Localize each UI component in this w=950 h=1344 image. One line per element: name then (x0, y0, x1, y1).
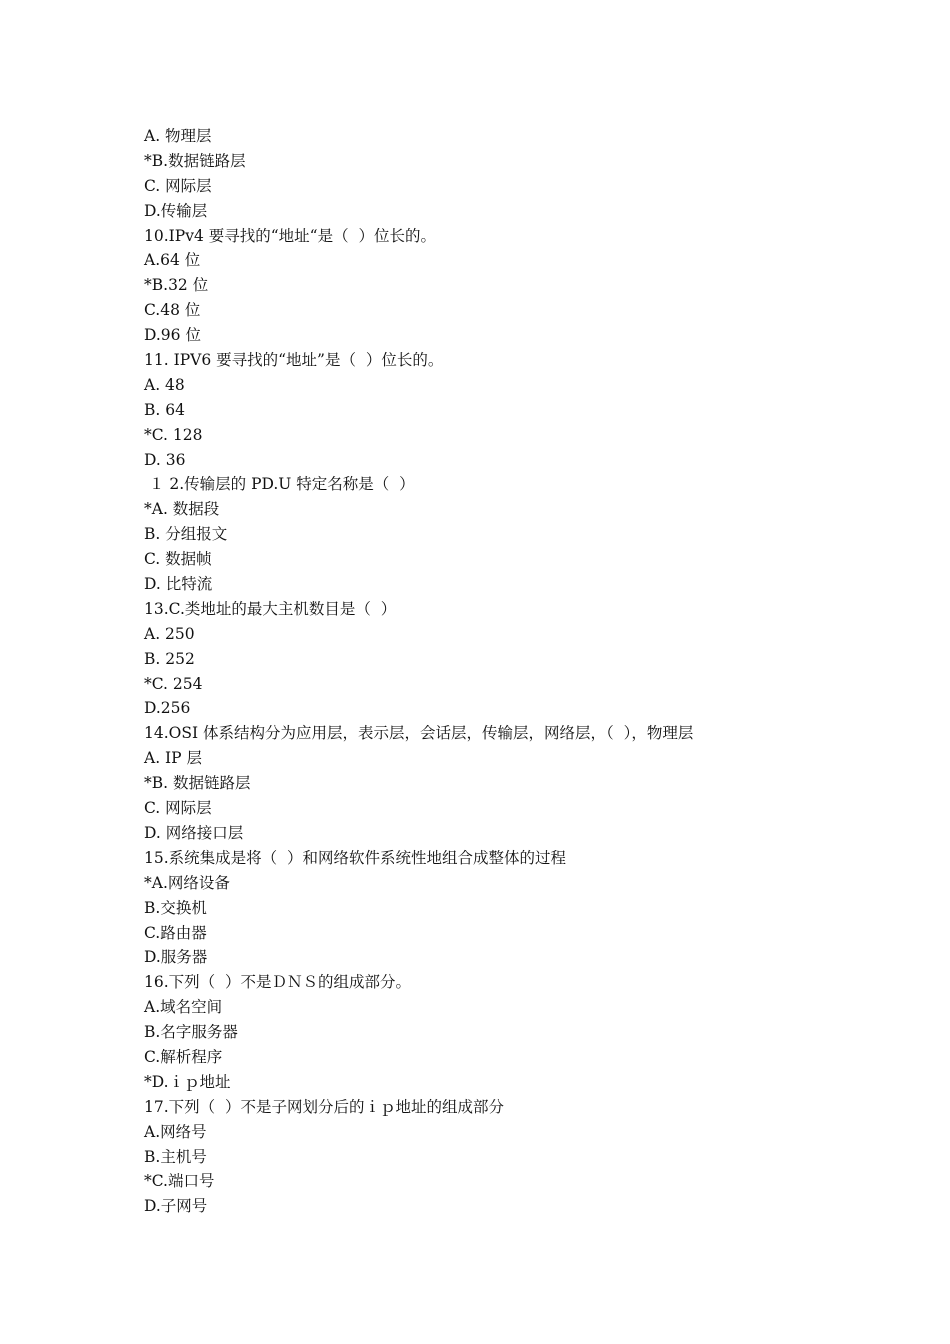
option-line: *C. 128 (144, 425, 203, 444)
question-line: 10.IPv4 要寻找的“地址“是（ ）位长的。 (144, 226, 436, 245)
option-line: D. 比特流 (144, 575, 213, 594)
option-line: C. 数据帧 (144, 550, 212, 569)
option-line: D.服务器 (144, 948, 208, 967)
option-line: D.96 位 (144, 326, 201, 345)
option-line: A. 物理层 (144, 127, 212, 145)
option-line: *C.端口号 (144, 1172, 215, 1191)
option-line: C.48 位 (144, 301, 201, 320)
option-line: B. 252 (144, 649, 195, 668)
option-line: *A. 数据段 (144, 500, 220, 519)
option-line: D.传输层 (144, 201, 208, 220)
option-line: A. 48 (144, 375, 185, 394)
option-line: D. 36 (144, 450, 186, 469)
option-line: *A.网络设备 (144, 873, 230, 892)
question-line: 14.OSI 体系结构分为应用层，表示层，会话层，传输层，网络层，（ ），物理层 (144, 724, 694, 743)
option-line: C.解析程序 (144, 1047, 223, 1066)
question-line: 16.下列（ ）不是ＤＮＳ的组成部分。 (144, 973, 412, 992)
option-line: B.交换机 (144, 898, 207, 917)
question-line: 15.系统集成是将（ ）和网络软件系统性地组合成整体的过程 (144, 848, 567, 867)
question-line: 13.C.类地址的最大主机数目是（ ） (144, 599, 397, 618)
option-line: C. 网际层 (144, 799, 212, 818)
option-line: A.64 位 (144, 251, 201, 270)
option-line: A. IP 层 (144, 749, 203, 768)
option-line: *D.ｉｐ地址 (144, 1072, 231, 1091)
option-line: C. 网际层 (144, 176, 212, 195)
document-body (144, 124, 844, 1219)
option-line: D.256 (144, 699, 191, 718)
option-line: *C. 254 (144, 674, 203, 693)
option-line: B.名字服务器 (144, 1023, 238, 1042)
question-line: １ 2.传输层的 PD.U 特定名称是（ ） (144, 475, 415, 494)
question-line: 11. IPV6 要寻找的“地址”是（ ）位长的。 (144, 351, 444, 370)
question-line: 17.下列（ ）不是子网划分后的ｉｐ地址的组成部分 (144, 1097, 505, 1116)
option-line: D. 网络接口层 (144, 823, 244, 842)
option-line: B. 分组报文 (144, 525, 228, 544)
option-line: A.网络号 (144, 1122, 207, 1141)
option-line: B. 64 (144, 400, 185, 419)
option-line: A.域名空间 (144, 998, 223, 1017)
option-line: C.路由器 (144, 923, 207, 942)
option-line: B.主机号 (144, 1147, 207, 1166)
option-line: A. 250 (144, 624, 195, 643)
option-line: *B.数据链路层 (144, 151, 246, 170)
option-line: *B. 数据链路层 (144, 774, 251, 793)
option-line: *B.32 位 (144, 276, 209, 295)
option-line: D.子网号 (144, 1197, 208, 1216)
